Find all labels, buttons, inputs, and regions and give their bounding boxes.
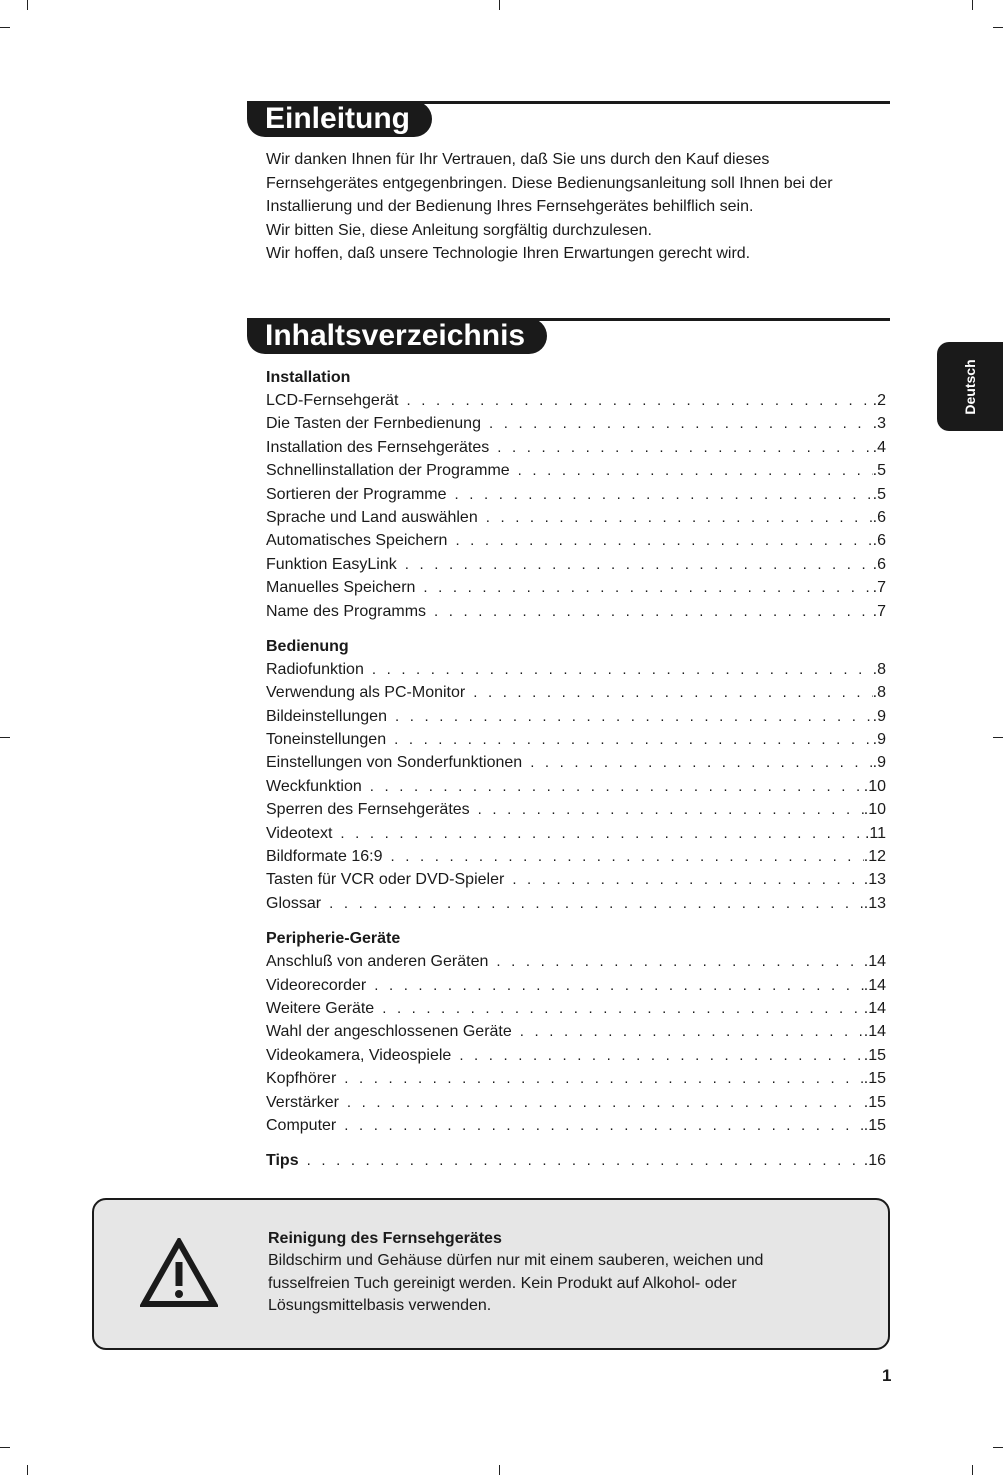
toc-entry[interactable] [266, 1114, 886, 1137]
toc-entry[interactable] [266, 1067, 886, 1090]
crop-mark [993, 737, 1003, 738]
toc-entry-text: LCD-Fernsehgerät [266, 392, 399, 409]
toc-entry[interactable] [266, 576, 886, 599]
toc-entry-page: .5 [872, 485, 886, 503]
toc-entry-page: .6 [872, 555, 886, 573]
crop-mark [0, 27, 10, 28]
toc-entry-text: Verstärker [266, 1093, 339, 1111]
toc-entry-page: .8 [872, 684, 886, 702]
toc-entry-text: Verwendung als PC-Monitor [266, 684, 466, 702]
toc-group-items [266, 950, 886, 1137]
toc-entry-text: Sortieren der Programme [266, 485, 447, 503]
toc-entry-text: Videorecorder [266, 976, 367, 994]
toc-entry[interactable] [266, 798, 886, 821]
toc-entry[interactable] [266, 600, 886, 623]
intro-line: Installierung und der Bedienung Ihres Fernsehgerätes behilflich sein. [266, 198, 754, 216]
toc-leader [497, 436, 872, 459]
toc-group-bedienung: Bedienung [266, 637, 349, 655]
toc-entry-text: Tasten für VCR oder DVD-Spieler [266, 871, 505, 889]
toc-leader [340, 822, 865, 845]
toc-entry-text: Videokamera, Videospiele [266, 1046, 452, 1064]
toc-entry[interactable] [266, 845, 886, 868]
crop-mark [27, 0, 28, 10]
toc-entry-page: .13 [863, 894, 886, 912]
toc-entry-page: .6 [872, 508, 886, 526]
toc-entry-text: Weitere Geräte [266, 999, 375, 1017]
toc-entry-page: .7 [872, 602, 886, 620]
intro-title: Einleitung [247, 101, 432, 137]
toc-entry[interactable] [266, 1044, 886, 1067]
toc-entry[interactable] [266, 705, 886, 728]
toc-leader [459, 1044, 863, 1067]
toc-entry[interactable] [266, 1020, 886, 1043]
toc-leader [520, 1020, 864, 1043]
toc-entry[interactable] [266, 868, 886, 891]
toc-leader [423, 576, 872, 599]
toc-entry-page: .16 [863, 1152, 886, 1170]
toc-entry[interactable] [266, 459, 886, 482]
toc-entry-page: .14 [863, 976, 886, 994]
toc-entry-page: .14 [863, 1023, 886, 1041]
toc-entry-text: Manuelles Speichern [266, 579, 416, 597]
toc-entry-text: Weckfunktion [266, 777, 362, 795]
toc-leader [407, 389, 873, 412]
cleaning-notice [92, 1198, 890, 1350]
toc-leader [370, 775, 864, 798]
toc-entry-page: .6 [872, 532, 886, 550]
toc-entry-page: .12 [863, 848, 886, 866]
toc-entry-text: Toneinstellungen [266, 731, 387, 749]
crop-mark [972, 1465, 973, 1475]
toc-entry-text: Anschluß von anderen Geräten [266, 953, 489, 971]
crop-mark [0, 1447, 10, 1448]
toc-heading [247, 318, 890, 358]
toc-leader [344, 1114, 864, 1137]
toc-entry-text: Automatisches Speichern [266, 532, 448, 550]
toc-entry[interactable] [266, 751, 886, 774]
notice-line: fusselfreien Tuch gereinigt werden. Kein Produkt auf Alkohol- oder [268, 1274, 737, 1292]
notice-title: Reinigung des Fernsehgerätes [268, 1230, 502, 1247]
toc-entry-page: .15 [863, 1116, 886, 1134]
crop-mark [499, 1465, 500, 1475]
page-number: 1 [882, 1366, 892, 1385]
toc-entry-page: .7 [872, 579, 886, 597]
toc-entry-page: .5 [872, 462, 886, 480]
toc-entry-page: .14 [863, 953, 886, 971]
intro-heading [247, 101, 890, 141]
toc-leader [382, 997, 864, 1020]
toc-leader [374, 974, 864, 997]
toc-entry-page: .8 [872, 660, 886, 678]
toc-entry[interactable] [266, 950, 886, 973]
intro-line: Wir hoffen, daß unsere Technologie Ihren Erwartungen gerecht wird. [266, 245, 751, 263]
toc-entry[interactable] [266, 997, 886, 1020]
toc-leader [512, 868, 863, 891]
toc-leader [478, 798, 864, 821]
toc-entry[interactable] [266, 728, 886, 751]
toc-entry-page: .9 [872, 754, 886, 772]
intro-line: Wir danken Ihnen für Ihr Vertrauen, daß Sie uns durch den Kauf dieses [266, 151, 770, 168]
toc-entry-text: Kopfhörer [266, 1070, 337, 1088]
crop-mark [0, 737, 10, 738]
toc-entry-text: Die Tasten der Fernbedienung [266, 415, 481, 433]
crop-mark [27, 1465, 28, 1475]
toc-title: Inhaltsverzeichnis [247, 318, 547, 354]
toc-entry-page: .2 [872, 392, 886, 409]
toc-entry[interactable] [266, 483, 886, 506]
toc-entry[interactable] [266, 658, 886, 681]
toc-leader [518, 459, 873, 482]
toc-entry-page: .10 [863, 801, 886, 819]
toc-entry[interactable] [266, 553, 886, 576]
notice-line: Lösungsmittelbasis verwenden. [268, 1297, 492, 1314]
notice-line: Bildschirm und Gehäuse dürfen nur mit einem sauberen, weichen und [268, 1252, 764, 1269]
crop-mark [993, 1447, 1003, 1448]
toc-leader [394, 728, 873, 751]
toc-leader [434, 600, 873, 623]
toc-entry[interactable] [266, 974, 886, 997]
crop-mark [499, 0, 500, 10]
toc-leader [455, 529, 872, 552]
toc-entry-page: .13 [863, 871, 886, 889]
toc-entry-page: .3 [872, 415, 886, 433]
toc-leader [455, 483, 873, 506]
toc-entry[interactable] [266, 389, 886, 412]
toc-entry-text: Glossar [266, 894, 322, 912]
language-tab [937, 342, 1003, 431]
toc-entry-text: Videotext [266, 824, 333, 842]
toc-leader [395, 705, 873, 728]
toc-entry-text: Sperren des Fernsehgerätes [266, 801, 470, 819]
toc-entry-text: Installation des Fernsehgerätes [266, 438, 490, 456]
toc-entry-text: Bildformate 16:9 [266, 848, 383, 866]
toc-leader [489, 412, 873, 435]
toc-leader [530, 751, 872, 774]
toc-entry-text: Computer [266, 1116, 337, 1134]
toc-entry-text: Name des Programms [266, 602, 427, 620]
toc-entry-text: Funktion EasyLink [266, 555, 397, 573]
intro-text [266, 148, 876, 266]
toc-group-installation: Installation [266, 369, 351, 386]
toc-entry-text: Sprache und Land auswählen [266, 508, 478, 526]
toc-entry-page: .9 [872, 707, 886, 725]
toc-entry[interactable] [266, 681, 886, 704]
toc-leader [405, 553, 873, 576]
toc-leader [372, 658, 873, 681]
toc-leader [486, 506, 873, 529]
toc-entry-page: .9 [872, 731, 886, 749]
toc-leader [347, 1091, 864, 1114]
toc-entry[interactable] [266, 892, 886, 915]
crop-mark [993, 27, 1003, 28]
toc-entry-page: .15 [863, 1093, 886, 1111]
toc-leader [391, 845, 864, 868]
toc-group-items [266, 658, 886, 915]
toc-entry-text: Tips [266, 1152, 299, 1170]
intro-line: Fernsehgerätes entgegenbringen. Diese Bedienungsanleitung soll Ihnen bei der [266, 174, 833, 192]
toc-entry-page: .10 [863, 777, 886, 795]
intro-line: Wir bitten Sie, diese Anleitung sorgfältig durchzulesen. [266, 221, 652, 239]
toc-entry-text: Wahl der angeschlossenen Geräte [266, 1023, 512, 1041]
toc-entry[interactable] [266, 412, 886, 435]
toc-entry-page: .14 [863, 999, 886, 1017]
toc-leader [473, 681, 872, 704]
toc-entry[interactable] [266, 506, 886, 529]
toc-entry[interactable] [266, 775, 886, 798]
toc-leader [496, 950, 863, 973]
toc-entry-tips[interactable] [266, 1149, 886, 1172]
toc-entry-page: .4 [872, 438, 886, 456]
toc-entry[interactable] [266, 822, 886, 845]
toc-entry-text: Bildeinstellungen [266, 707, 387, 725]
toc-group-items [266, 389, 886, 623]
toc-entry-page: .11 [864, 824, 886, 842]
table-of-contents [266, 366, 886, 1173]
toc-entry[interactable] [266, 529, 886, 552]
toc-leader [344, 1067, 863, 1090]
toc-entry[interactable] [266, 436, 886, 459]
warning-icon [140, 1238, 218, 1308]
notice-body [268, 1250, 828, 1318]
toc-entry-text: Einstellungen von Sonderfunktionen [266, 754, 523, 772]
toc-leader [307, 1149, 864, 1172]
language-tab-label: Deutsch [962, 358, 978, 415]
toc-entry[interactable] [266, 1091, 886, 1114]
toc-entry-page: .15 [863, 1070, 886, 1088]
toc-entry-page: .15 [863, 1046, 886, 1064]
toc-entry-text: Schnellinstallation der Programme [266, 462, 510, 480]
toc-entry-text: Radiofunktion [266, 660, 364, 678]
toc-group-peripherie: Peripherie-Geräte [266, 930, 401, 948]
crop-mark [972, 0, 973, 10]
toc-leader [329, 892, 864, 915]
